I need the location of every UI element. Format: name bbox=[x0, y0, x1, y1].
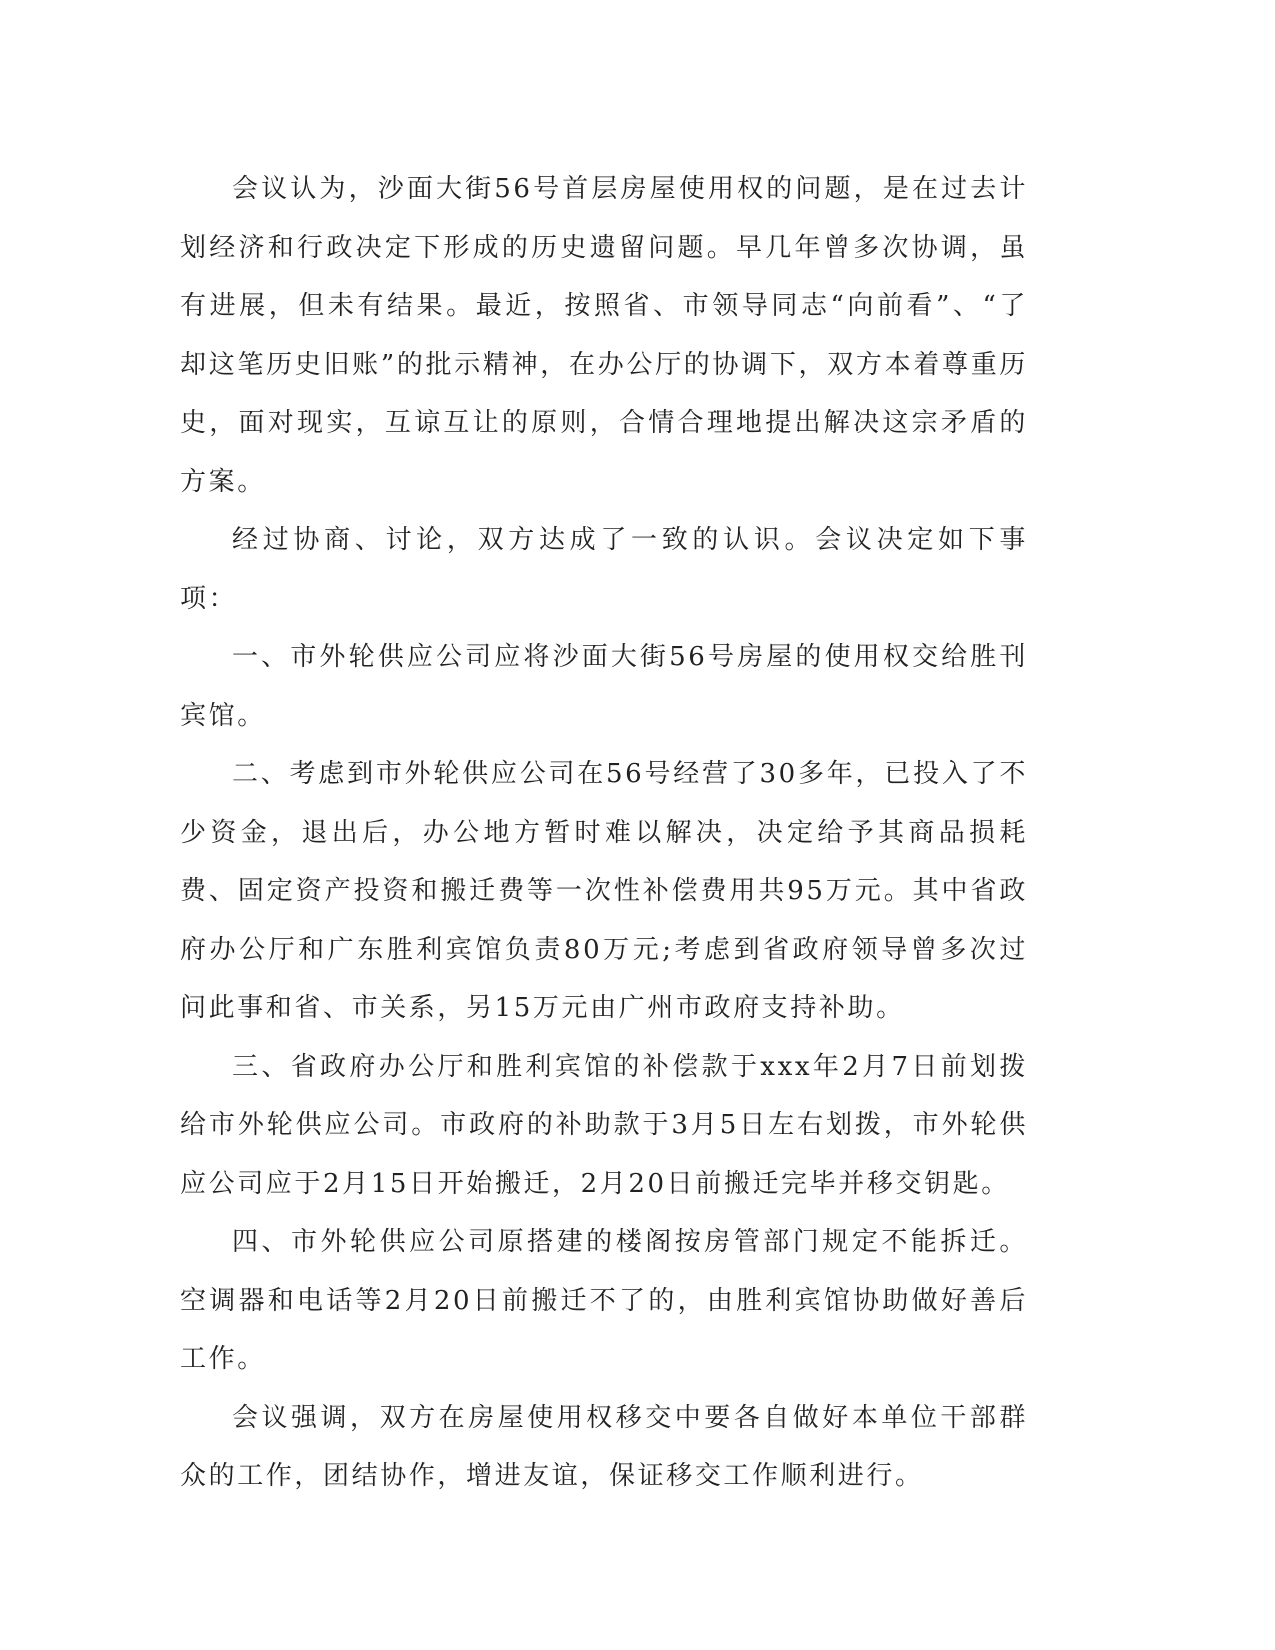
paragraph-consensus: 经过协商、讨论，双方达成了一致的认识。会议决定如下事项： bbox=[180, 525, 1028, 614]
paragraph-item-3: 三、省政府办公厅和胜利宾馆的补偿款于xxx年2月7日前划拨给市外轮供应公司。市政府的补助款于3月5日左右划拨，市外轮供应公司应于2月15日开始搬迁，2月20日前搬迁完毕并移交钥匙。 bbox=[180, 1051, 1028, 1199]
paragraph-item-1: 一、市外轮供应公司应将沙面大街56号房屋的使用权交给胜刊宾馆。 bbox=[180, 642, 1028, 731]
document-body bbox=[180, 160, 1028, 1506]
paragraph-item-2: 二、考虑到市外轮供应公司在56号经营了30多年，已投入了不少资金，退出后，办公地方暂时难以解决，决定给予其商品损耗费、固定资产投资和搬迁费等一次性补偿费用共95万元。其中省政府办公厅和广东胜利宾馆负责80万元;考虑到省政府领导曾多次过问此事和省、市关系，另15万元由广州市政府支持补助。 bbox=[180, 759, 1028, 1023]
paragraph-assessment: 会议认为，沙面大街56号首层房屋使用权的问题，是在过去计划经济和行政决定下形成的历史遗留问题。早几年曾多次协调，虽有进展，但未有结果。最近，按照省、市领导同志“向前看”、“了却这笔历史旧账”的批示精神，在办公厅的协调下，双方本着尊重历史，面对现实，互谅互让的原则，合情合理地提出解决这宗矛盾的方案。 bbox=[180, 174, 1028, 497]
paragraph-emphasis: 会议强调，双方在房屋使用权移交中要各自做好本单位干部群众的工作，团结协作，增进友谊，保证移交工作顺利进行。 bbox=[180, 1402, 1028, 1491]
paragraph-item-4: 四、市外轮供应公司原搭建的楼阁按房管部门规定不能拆迁。空调器和电话等2月20日前搬迁不了的，由胜利宾馆协助做好善后工作。 bbox=[180, 1227, 1028, 1374]
